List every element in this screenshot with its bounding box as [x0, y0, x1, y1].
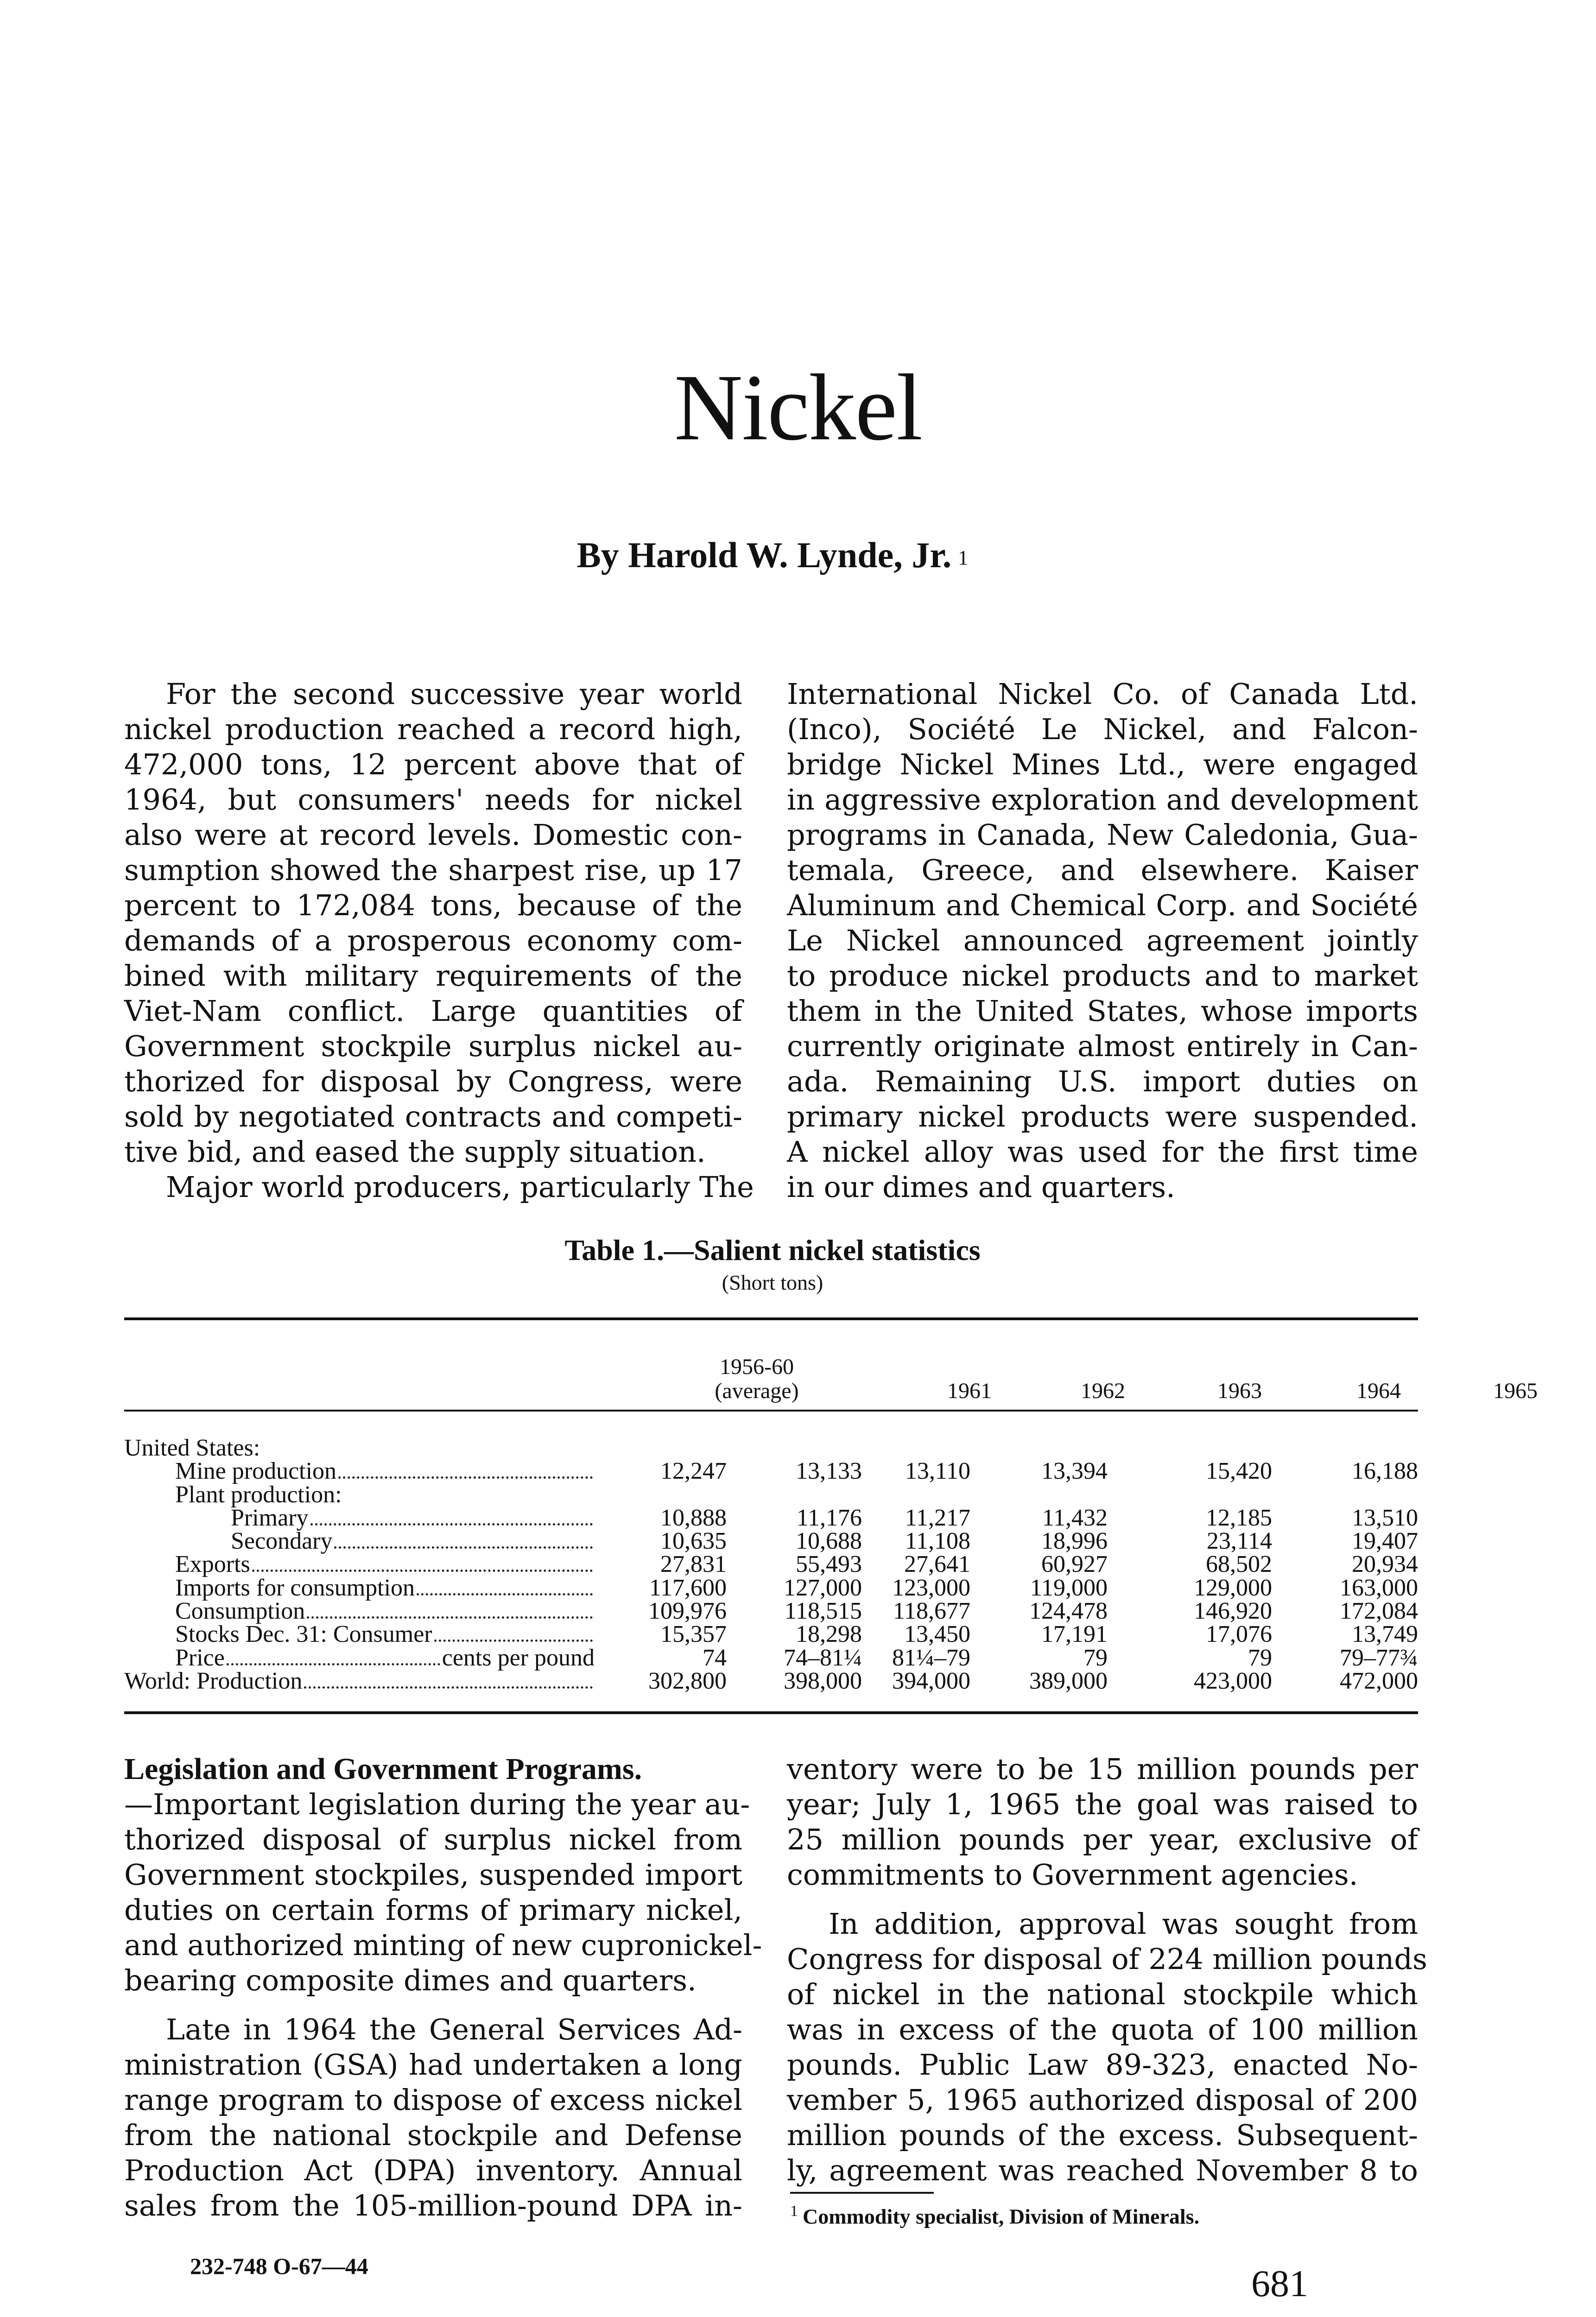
text-line: duties on certain forms of primary nickel, [124, 1893, 742, 1927]
print-code: 232-748 O-67—44 [190, 2253, 368, 2279]
text-line: temala, Greece, and elsewhere. Kaiser [787, 853, 1418, 887]
row-label-text: Exports [175, 1551, 250, 1578]
table-cell: 146,920 [1194, 1598, 1272, 1625]
dot-leader [334, 1546, 593, 1549]
table-top-rule [124, 1317, 1418, 1320]
table-cell: 163,000 [1340, 1574, 1418, 1601]
text-line: from the national stockpile and Defense [124, 2118, 742, 2152]
header-1961: 1961 [947, 1379, 992, 1403]
footnote-rule [790, 2192, 934, 2194]
row-label [124, 1460, 595, 1483]
row-label [124, 1483, 595, 1507]
row-label-text: Imports for consumption [175, 1574, 415, 1601]
table-row [124, 1530, 1418, 1553]
row-unit: cents per pound [442, 1644, 595, 1671]
table-cell: 23,114 [1206, 1528, 1272, 1555]
legislation-left-column [124, 1752, 762, 2223]
table-cell: 109,976 [648, 1598, 727, 1625]
table-row [124, 1483, 1418, 1507]
text-line: and authorized minting of new cupronickel- [124, 1928, 762, 1962]
table-cell: 11,217 [905, 1504, 970, 1531]
row-label [124, 1646, 595, 1670]
table-row [124, 1460, 1418, 1483]
text-line: of nickel in the national stockpile which [787, 1977, 1418, 2011]
intro-left-column [124, 677, 754, 1205]
table-cell: 15,357 [660, 1621, 727, 1648]
text-line: nickel production reached a record high, [124, 712, 742, 746]
row-label-text: World: Production [124, 1667, 303, 1694]
table-cell: 13,749 [1352, 1621, 1418, 1648]
table-cell: 74–81¼ [784, 1644, 862, 1671]
table-cell: 13,133 [796, 1458, 862, 1485]
section-heading: Legislation and Government Programs. [124, 1752, 642, 1786]
table-cell: 11,432 [1042, 1504, 1108, 1531]
text-line: A nickel alloy was used for the first time [787, 1135, 1418, 1169]
text-line: range program to dispose of excess nickel [124, 2083, 742, 2117]
table-cell: 302,800 [648, 1667, 727, 1694]
table-cell: 129,000 [1194, 1574, 1272, 1601]
header-1962: 1962 [1081, 1379, 1125, 1403]
row-label-text: Secondary [231, 1528, 333, 1555]
table-cell: 472,000 [1340, 1667, 1418, 1694]
text-line: International Nickel Co. of Canada Ltd. [787, 677, 1418, 711]
byline [0, 533, 1545, 577]
row-label [124, 1530, 595, 1553]
table-cell: 10,635 [660, 1528, 727, 1555]
table-cell: 13,394 [1041, 1458, 1108, 1485]
table-cell: 423,000 [1194, 1667, 1272, 1694]
row-label-text: United States: [124, 1435, 260, 1461]
text-line: currently originate almost entirely in Can- [787, 1029, 1418, 1063]
text-line: Production Act (DPA) inventory. Annual [124, 2153, 742, 2187]
row-label-text: Consumption [175, 1598, 305, 1625]
table-row [124, 1600, 1418, 1623]
table-cell: 79 [1248, 1644, 1272, 1671]
row-label-text: Mine production [175, 1458, 337, 1485]
table-row [124, 1576, 1418, 1600]
text-line: 25 million pounds per year, exclusive of [787, 1823, 1418, 1856]
intro-right-column [787, 677, 1418, 1205]
table-cell: 18,996 [1041, 1528, 1108, 1555]
table-cell: 10,688 [796, 1528, 862, 1555]
text-line: thorized for disposal by Congress, were [124, 1064, 742, 1098]
text-line: Late in 1964 the General Services Ad- [166, 2013, 742, 2046]
row-label-text: Primary [231, 1504, 309, 1531]
text-line: commitments to Government agencies. [787, 1858, 1358, 1892]
text-line: Congress for disposal of 224 million pounds [787, 1942, 1427, 1976]
text-line: bined with military requirements of the [124, 959, 742, 993]
table-cell: 124,478 [1029, 1598, 1108, 1625]
text-line: bridge Nickel Mines Ltd., were engaged [787, 747, 1418, 781]
row-label [124, 1667, 595, 1694]
text-line: Government stockpile surplus nickel au- [124, 1029, 742, 1063]
table-cell: 12,185 [1206, 1504, 1272, 1531]
table-row [124, 1646, 1418, 1670]
text-line: In addition, approval was sought from [829, 1907, 1418, 1941]
table-cell: 79–77¾ [1340, 1644, 1418, 1671]
text-line: 1964, but consumers' needs for nickel [124, 783, 742, 817]
text-line: percent to 172,084 tons, because of the [124, 888, 742, 922]
table-cell: 10,888 [660, 1504, 727, 1531]
table-cell: 118,515 [784, 1598, 862, 1625]
table-row [124, 1437, 1418, 1460]
table-cell: 17,076 [1206, 1621, 1272, 1648]
table-cell: 27,641 [904, 1551, 970, 1578]
table-cell: 55,493 [796, 1551, 862, 1578]
header-1956-60 [657, 1355, 856, 1403]
row-label [124, 1576, 595, 1600]
table-cell: 18,298 [796, 1621, 862, 1648]
table-cell: 389,000 [1029, 1667, 1108, 1694]
text-line: ministration (GSA) had undertaken a long [124, 2048, 742, 2082]
table-cell: 27,831 [660, 1551, 727, 1578]
text-line: ada. Remaining U.S. import duties on [787, 1064, 1418, 1098]
table-title: Table 1.—Salient nickel statistics [564, 1234, 981, 1266]
table-row [124, 1553, 1418, 1576]
text-line: ventory were to be 15 million pounds per [787, 1752, 1418, 1786]
table-cell: 11,176 [796, 1504, 862, 1531]
dot-leader [227, 1663, 440, 1665]
dot-leader [417, 1593, 593, 1595]
table-cell: 79 [1083, 1644, 1108, 1671]
text-line: programs in Canada, New Caledonia, Gua- [787, 818, 1418, 852]
text-line: Aluminum and Chemical Corp. and Société [787, 888, 1418, 922]
table-header-rule [124, 1410, 1418, 1412]
row-label-text: Plant production: [175, 1481, 342, 1508]
text-line: to produce nickel products and to market [787, 959, 1418, 993]
footnote [790, 2198, 1199, 2229]
text-line: ly, agreement was reached November 8 to [787, 2153, 1418, 2187]
table-cell: 15,420 [1206, 1458, 1272, 1485]
text-line: also were at record levels. Domestic con- [124, 818, 742, 852]
table-cell: 60,927 [1041, 1551, 1108, 1578]
row-label [124, 1437, 595, 1460]
dot-leader [338, 1476, 593, 1479]
row-label [124, 1600, 595, 1623]
page-number: 681 [1251, 2262, 1308, 2304]
table-cell: 11,108 [905, 1528, 970, 1555]
row-label [124, 1623, 595, 1646]
text-line: thorized disposal of surplus nickel from [124, 1823, 742, 1856]
header-average: (average) [715, 1379, 799, 1403]
dot-leader [252, 1570, 593, 1572]
header-years: 1956-60 [720, 1355, 794, 1379]
text-line: pounds. Public Law 89-323, enacted No- [787, 2048, 1418, 2082]
text-line: sales from the 105-million-pound DPA in- [124, 2189, 742, 2222]
table-bottom-rule [124, 1711, 1418, 1714]
table-cell: 119,000 [1030, 1574, 1108, 1601]
text-line: demands of a prosperous economy com- [124, 924, 742, 957]
table-cell: 117,600 [649, 1574, 727, 1601]
text-line: primary nickel products were suspended. [787, 1100, 1418, 1133]
table-body [124, 1437, 1418, 1693]
text-line: sumption showed the sharpest rise, up 17 [124, 853, 742, 887]
table-row [124, 1504, 1418, 1531]
text-line: For the second successive year world [166, 677, 742, 711]
table-subtitle: (Short tons) [722, 1271, 823, 1294]
text-line: vember 5, 1965 authorized disposal of 200 [787, 2083, 1418, 2117]
table-cell: 394,000 [892, 1667, 970, 1694]
author-name: By Harold W. Lynde, Jr. [576, 535, 952, 575]
text-line: tive bid, and eased the supply situation. [124, 1135, 706, 1169]
table-row [124, 1623, 1418, 1646]
row-label-text: Price [175, 1644, 225, 1671]
table-cell: 20,934 [1352, 1551, 1418, 1578]
text-line: Le Nickel announced agreement jointly [787, 924, 1418, 957]
header-1965: 1965 [1493, 1379, 1538, 1403]
table-cell: 127,000 [784, 1574, 862, 1601]
table-header [124, 1343, 1538, 1403]
footnote-number: 1 [790, 2203, 798, 2220]
footnote-mark: 1 [958, 546, 969, 569]
row-label [124, 1504, 595, 1531]
table-row [124, 1667, 1418, 1694]
text-line: them in the United States, whose imports [787, 994, 1418, 1028]
text-line: Major world producers, particularly The [166, 1170, 754, 1204]
footnote-text: Commodity specialist, Division of Minerals. [803, 2204, 1200, 2228]
table-cell: 118,677 [893, 1598, 970, 1625]
table-cell: 398,000 [784, 1667, 862, 1694]
dot-leader [434, 1640, 593, 1642]
table-cell: 12,247 [660, 1458, 727, 1485]
table-cell: 13,110 [905, 1458, 970, 1485]
table-cell: 13,450 [904, 1621, 970, 1648]
dot-leader [310, 1523, 593, 1526]
text-line: million pounds of the excess. Subsequent- [787, 2118, 1418, 2152]
article-title: Nickel [674, 355, 922, 460]
text-line: year; July 1, 1965 the goal was raised to [787, 1787, 1418, 1821]
table-cell: 19,407 [1352, 1528, 1418, 1555]
table-cell: 74 [703, 1644, 727, 1671]
table-cell: 16,188 [1352, 1458, 1418, 1485]
text-line: Viet-Nam conflict. Large quantities of [124, 994, 742, 1028]
row-label [124, 1553, 595, 1576]
text-line: —Important legislation during the year au- [124, 1787, 750, 1821]
text-line: in our dimes and quarters. [787, 1170, 1175, 1204]
header-1964: 1964 [1356, 1379, 1401, 1403]
text-line: sold by negotiated contracts and competi- [124, 1100, 742, 1133]
text-line: Government stockpiles, suspended import [124, 1858, 742, 1892]
dot-leader [304, 1686, 593, 1689]
table-cell: 81¼–79 [892, 1644, 970, 1671]
text-line: was in excess of the quota of 100 million [787, 2013, 1418, 2046]
header-1963: 1963 [1217, 1379, 1262, 1403]
table-cell: 172,084 [1340, 1598, 1418, 1625]
text-line: 472,000 tons, 12 percent above that of [124, 747, 742, 781]
text-line: (Inco), Société Le Nickel, and Falcon- [787, 712, 1418, 746]
legislation-right-column [787, 1752, 1427, 2188]
table-cell: 68,502 [1206, 1551, 1272, 1578]
dot-leader [307, 1616, 593, 1619]
text-line: bearing composite dimes and quarters. [124, 1963, 697, 1997]
row-label-text: Stocks Dec. 31: Consumer [175, 1621, 432, 1648]
table-cell: 13,510 [1352, 1504, 1418, 1531]
table-cell: 17,191 [1041, 1621, 1108, 1648]
table-cell: 123,000 [892, 1574, 970, 1601]
text-line: in aggressive exploration and development [787, 783, 1418, 817]
